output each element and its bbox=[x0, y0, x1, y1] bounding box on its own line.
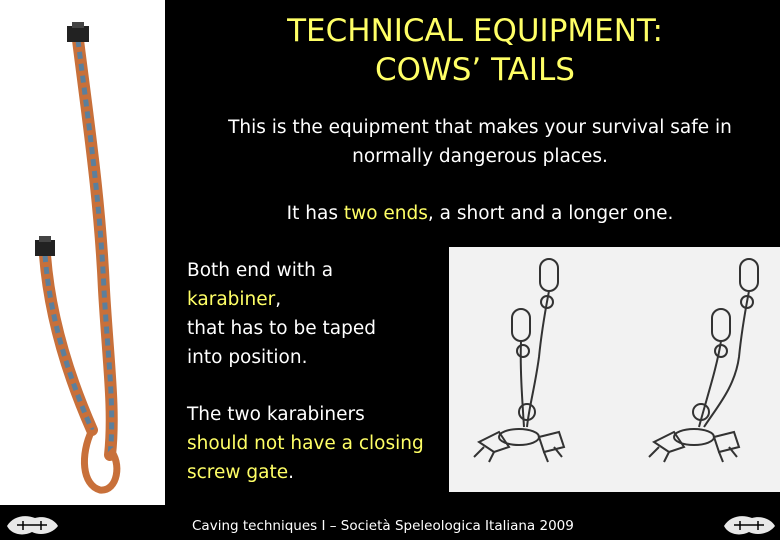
footer-credit: Caving techniques I – Società Speleologica Italiana 2009 bbox=[192, 518, 574, 534]
society-logo-left bbox=[5, 512, 60, 538]
ends-text bbox=[180, 199, 780, 228]
title-line-2: COWS’ TAILS bbox=[375, 52, 575, 88]
block1-line-3: that has to be taped bbox=[187, 318, 376, 339]
block1-line-4: into position. bbox=[187, 347, 308, 368]
karabiner-text bbox=[187, 256, 447, 372]
block1-comma: , bbox=[275, 289, 282, 310]
karabiner-drawing bbox=[449, 247, 780, 492]
lanyard-illustration bbox=[0, 0, 165, 505]
title-line-1: TECHNICAL EQUIPMENT: bbox=[287, 13, 663, 49]
ends-highlight: two ends bbox=[343, 203, 428, 224]
slide-title bbox=[170, 12, 780, 90]
harness-sketch bbox=[449, 247, 780, 492]
block2-highlight-2: screw gate bbox=[187, 462, 289, 483]
block1-highlight: karabiner bbox=[187, 289, 276, 310]
block2-line-1: The two karabiners bbox=[187, 404, 365, 425]
society-logo-right bbox=[722, 512, 777, 538]
ends-after: , a short and a longer one. bbox=[427, 203, 674, 224]
intro-text bbox=[195, 113, 765, 171]
intro-line-1: This is the equipment that makes your survival safe in bbox=[228, 117, 732, 138]
screw-gate-text bbox=[187, 400, 447, 487]
ends-before: It has bbox=[286, 203, 344, 224]
block2-highlight-1: should not have a closing bbox=[187, 433, 424, 454]
intro-line-2: normally dangerous places. bbox=[352, 146, 608, 167]
block1-line-1: Both end with a bbox=[187, 260, 334, 281]
block2-period: . bbox=[288, 462, 295, 483]
cows-tails-photo bbox=[0, 0, 165, 505]
